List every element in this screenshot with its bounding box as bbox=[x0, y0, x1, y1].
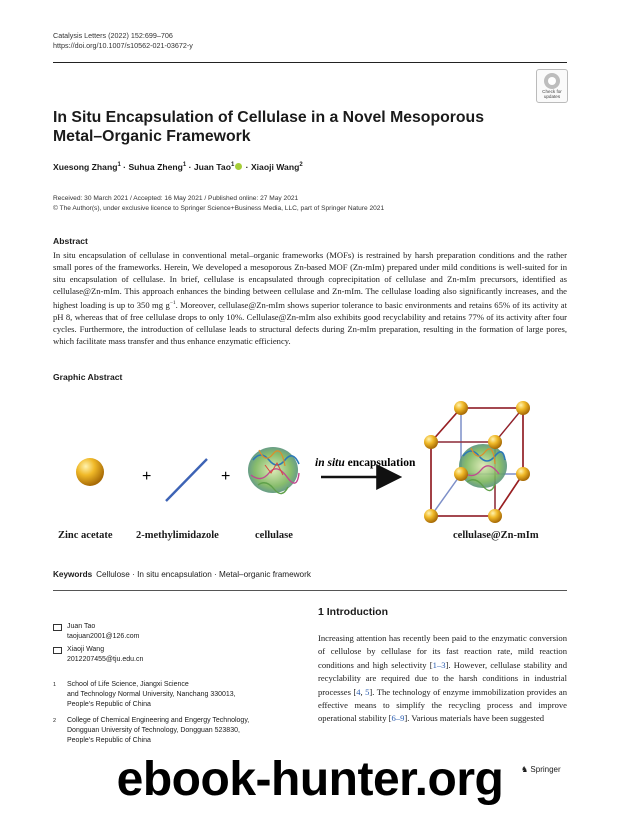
cellulase-protein bbox=[248, 447, 299, 494]
corr-email[interactable]: 2012207455@tju.edu.cn bbox=[67, 656, 144, 663]
check-updates-line2: updates bbox=[543, 94, 561, 99]
header-rule bbox=[53, 62, 567, 63]
envelope-icon bbox=[53, 624, 62, 631]
aff-line: College of Chemical Engineering and Engergy Technology, bbox=[67, 717, 250, 724]
citation-link[interactable]: 5 bbox=[365, 686, 370, 697]
author-affiliation: 1 bbox=[182, 162, 187, 169]
author-affiliation: 2 bbox=[299, 162, 303, 169]
intro-text: Increasing attention has recently been paid to the enzymatic conversion of cellulose by cellulase for its fast reaction rate, mild reaction conditions and high selectivity [ bbox=[318, 633, 567, 670]
plus-sign: + bbox=[221, 468, 231, 485]
citation-link[interactable]: 6–9 bbox=[391, 713, 405, 724]
author-affiliation: 1 bbox=[230, 162, 235, 169]
corr-email[interactable]: taojuan2001@126.com bbox=[67, 633, 140, 640]
springer-horse-icon: ♞ bbox=[521, 765, 529, 774]
abstract-body-b: . Moreover, cellulase@Zn-mIm shows superior tolerance to basic environments and retains 65% of its activity at pH 8, whereas that of free cellulase drops to only 10%. Cellulase@Zn-mIm also exhibits good recyclability and retains 77% of its activity after four cycles. Furthermore, the introduction of cellulase leads to structural defects during Zn-mIm preparation, resulting in the formation of large pores, which facilitate mass transfer and thus enhance enzymatic efficiency. bbox=[53, 299, 567, 346]
journal-header bbox=[53, 31, 193, 51]
author-name[interactable]: Xuesong Zhang bbox=[53, 162, 118, 172]
aff-line: Dongguan University of Technology, Dongguan 523830, bbox=[67, 727, 240, 734]
author-affiliation: 1 bbox=[117, 162, 121, 169]
dates-line: Received: 30 March 2021 / Accepted: 16 May 2021 / Published online: 27 May 2021 bbox=[53, 195, 299, 202]
corr-name: Xiaoji Wang bbox=[67, 646, 105, 653]
envelope-icon bbox=[53, 647, 62, 654]
aff-line: School of Life Science, Jiangxi Science bbox=[67, 681, 189, 688]
plus-sign: + bbox=[142, 468, 152, 485]
abstract-heading: Abstract bbox=[53, 236, 88, 246]
abstract-body-a: In situ encapsulation of cellulase in conventional metal–organic frameworks (MOFs) is restrained by harsh preparation conditions and the rather small pores of the frameworks. Herein, We developed a mesoporous Zn-based MOF (Zn-mIm) prepared under mild conditions is well-suited for in situ encapsulation of cellulase. In brief, cellulase is encapsulated through coprecipitation of cellulase and Zn-mIm precursors, identified as cellulase@Zn-mIm. This approach enhances the binding between cellulase and Zn-mIm. The cellulase loading also significantly increases, and the highest loading is up to 350 mg g bbox=[53, 250, 567, 310]
aff-line: People’s Republic of China bbox=[67, 701, 151, 708]
author-name[interactable]: Suhua Zheng bbox=[128, 162, 183, 172]
keywords bbox=[53, 570, 311, 579]
publication-dates bbox=[53, 194, 384, 213]
author-list: Xuesong Zhang$^1$ · Suhua Zheng$^1$ · Juan Tao$^1$ · Xiaoji Wang$^2$ bbox=[53, 162, 303, 172]
intro-text: ]. However, cellulase stability and recyclability are required due to the harsh conditions in industrial processes [ bbox=[318, 659, 567, 697]
check-updates-icon bbox=[544, 73, 560, 89]
encapsulation-italic: in situ bbox=[315, 457, 345, 469]
zinc-sphere bbox=[76, 458, 104, 486]
author-name[interactable]: Juan Tao bbox=[193, 162, 231, 172]
aff-number: 2 bbox=[53, 718, 57, 724]
abstract-superscript: −1 bbox=[169, 300, 176, 306]
introduction-text bbox=[318, 632, 567, 726]
publisher-name: Springer bbox=[530, 765, 561, 774]
label-zinc-acetate: Zinc acetate bbox=[58, 530, 113, 541]
aff-line: People’s Republic of China bbox=[67, 737, 151, 744]
keywords-label: Keywords bbox=[53, 570, 93, 579]
introduction-heading: 1 Introduction bbox=[318, 606, 388, 618]
label-product: cellulase@Zn-mIm bbox=[453, 530, 539, 541]
intro-text: ]. Various materials have been suggested bbox=[404, 713, 545, 724]
author-name[interactable]: Xiaoji Wang bbox=[250, 162, 300, 172]
intro-text: , bbox=[360, 686, 366, 697]
citation-link[interactable]: 4 bbox=[356, 686, 361, 697]
check-for-updates-badge[interactable] bbox=[536, 69, 568, 103]
encapsulation-label bbox=[315, 457, 416, 469]
check-updates-line1: Check for bbox=[542, 89, 562, 94]
article-title bbox=[53, 108, 513, 146]
orcid-icon[interactable] bbox=[235, 163, 242, 170]
encapsulated-cellulase bbox=[459, 444, 507, 491]
intro-text: ]. The technology of enzyme immobilization provides an effective means to simplify the recycling process and improve operational stability [ bbox=[318, 686, 567, 724]
abstract-text bbox=[53, 249, 567, 347]
methylimidazole-line bbox=[166, 459, 207, 501]
copyright-line: © The Author(s), under exclusive licence to Springer Science+Business Media, LLC, part of Springer Nature 2021 bbox=[53, 204, 385, 212]
journal-citation: Catalysis Letters (2022) 152:699–706 bbox=[53, 31, 173, 40]
watermark: ebook-hunter.org bbox=[116, 753, 504, 806]
keywords-rule bbox=[53, 590, 567, 591]
title-line-2: Metal–Organic Framework bbox=[53, 128, 251, 145]
label-cellulase: cellulase bbox=[255, 530, 293, 541]
encapsulation-rest: encapsulation bbox=[344, 457, 416, 469]
aff-line: and Technology Normal University, Nanchang 330013, bbox=[67, 691, 236, 698]
graphic-abstract-heading: Graphic Abstract bbox=[53, 372, 123, 382]
keywords-list: Cellulose · In situ encapsulation · Metal–organic framework bbox=[96, 570, 311, 579]
corr-name: Juan Tao bbox=[67, 623, 96, 630]
aff-number: 1 bbox=[53, 682, 57, 688]
title-line-1: In Situ Encapsulation of Cellulase in a Novel Mesoporous bbox=[53, 109, 484, 126]
label-methylimidazole: 2-methylimidazole bbox=[136, 530, 219, 541]
citation-link[interactable]: 1–3 bbox=[432, 659, 446, 670]
doi-link[interactable]: https://doi.org/10.1007/s10562-021-03672-y bbox=[53, 41, 193, 50]
